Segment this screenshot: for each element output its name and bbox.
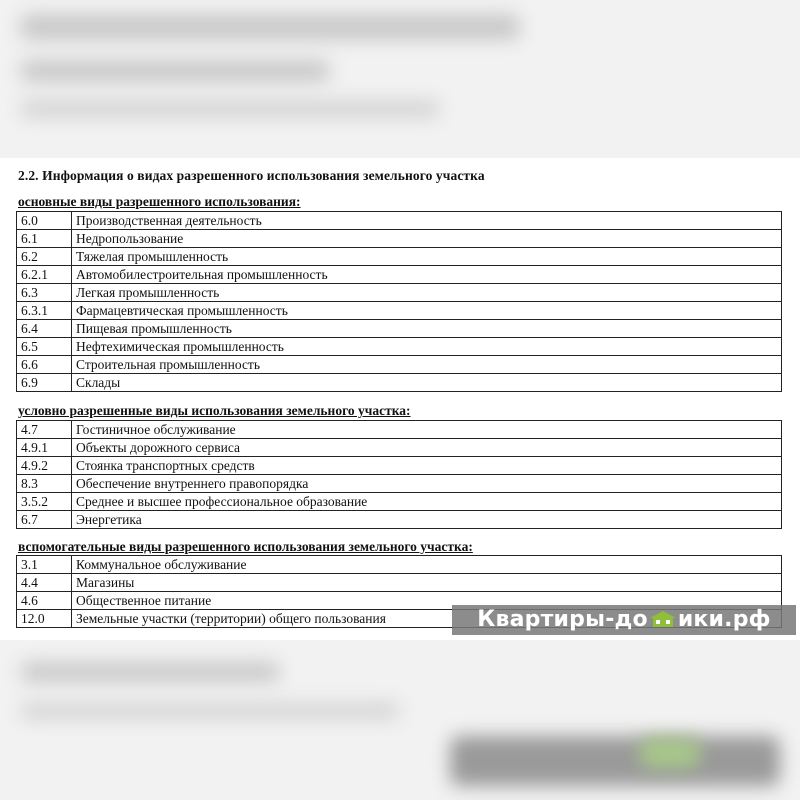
- use-code: 8.3: [17, 475, 72, 493]
- table-row: [17, 511, 782, 529]
- use-code: 6.2.1: [17, 266, 72, 284]
- table-row: [17, 356, 782, 374]
- section-heading-conditional-uses: условно разрешенные виды использования земельного участка:: [18, 403, 411, 418]
- use-name: Недропользование: [72, 230, 782, 248]
- use-code: 4.9.2: [17, 457, 72, 475]
- use-code: 6.6: [17, 356, 72, 374]
- main-uses-table: [16, 211, 782, 392]
- conditional-uses-table: [16, 420, 782, 529]
- table-row: [17, 320, 782, 338]
- use-code: 4.9.1: [17, 439, 72, 457]
- table-row: [17, 284, 782, 302]
- use-code: 6.7: [17, 511, 72, 529]
- blurred-footer-area: [0, 640, 800, 800]
- use-code: 4.7: [17, 421, 72, 439]
- use-name: Энергетика: [72, 511, 782, 529]
- table-row: [17, 439, 782, 457]
- use-name: Пищевая промышленность: [72, 320, 782, 338]
- use-name: Гостиничное обслуживание: [72, 421, 782, 439]
- table-row: [17, 475, 782, 493]
- document-page: [0, 158, 800, 640]
- use-code: 6.3.1: [17, 302, 72, 320]
- table-row: [17, 374, 782, 392]
- section-heading-main-uses: основные виды разрешенного использования:: [18, 194, 301, 209]
- house-icon: [648, 607, 678, 625]
- blurred-header-area: [0, 0, 800, 158]
- use-code: 6.0: [17, 212, 72, 230]
- blurred-text-line: [20, 100, 440, 118]
- watermark-text-start: Квартиры-до: [477, 607, 648, 632]
- use-code: 3.5.2: [17, 493, 72, 511]
- table-row: [17, 266, 782, 284]
- blurred-text-line: [20, 60, 330, 82]
- use-name: Тяжелая промышленность: [72, 248, 782, 266]
- use-name: Обеспечение внутреннего правопорядка: [72, 475, 782, 493]
- use-name: Склады: [72, 374, 782, 392]
- table-row: [17, 248, 782, 266]
- blurred-text-line: [20, 702, 400, 720]
- blurred-signature-block: [450, 736, 780, 786]
- use-name: Фармацевтическая промышленность: [72, 302, 782, 320]
- use-name: Магазины: [72, 574, 782, 592]
- use-code: 6.1: [17, 230, 72, 248]
- use-code: 6.4: [17, 320, 72, 338]
- table-row: [17, 230, 782, 248]
- use-name: Общественное питание: [72, 592, 782, 610]
- use-name: Объекты дорожного сервиса: [72, 439, 782, 457]
- section-heading-auxiliary-uses: вспомогательные виды разрешенного использования земельного участка:: [18, 539, 473, 554]
- use-code: 6.9: [17, 374, 72, 392]
- table-row: [17, 556, 782, 574]
- blurred-stamp: [640, 738, 700, 768]
- table-row: [17, 212, 782, 230]
- use-code: 3.1: [17, 556, 72, 574]
- use-name: Строительная промышленность: [72, 356, 782, 374]
- table-row: [17, 302, 782, 320]
- watermark-banner: [452, 605, 796, 635]
- table-row: [17, 493, 782, 511]
- use-name: Автомобилестроительная промышленность: [72, 266, 782, 284]
- use-name: Среднее и высшее профессиональное образование: [72, 493, 782, 511]
- use-code: 12.0: [17, 610, 72, 628]
- section-title: 2.2. Информация о видах разрешенного использования земельного участка: [18, 168, 485, 183]
- table-row: [17, 574, 782, 592]
- watermark-text-end: ики.рф: [677, 607, 771, 632]
- use-code: 4.4: [17, 574, 72, 592]
- use-name: Земельные участки (территории) общего пользования: [72, 610, 782, 628]
- use-code: 6.3: [17, 284, 72, 302]
- use-name: Производственная деятельность: [72, 212, 782, 230]
- blurred-text-line: [20, 14, 520, 40]
- table-row: [17, 457, 782, 475]
- use-name: Коммунальное обслуживание: [72, 556, 782, 574]
- use-name: Стоянка транспортных средств: [72, 457, 782, 475]
- use-code: 6.2: [17, 248, 72, 266]
- blurred-text-line: [20, 662, 280, 682]
- use-name: Нефтехимическая промышленность: [72, 338, 782, 356]
- table-row: [17, 338, 782, 356]
- table-row: [17, 421, 782, 439]
- use-code: 6.5: [17, 338, 72, 356]
- use-code: 4.6: [17, 592, 72, 610]
- use-name: Легкая промышленность: [72, 284, 782, 302]
